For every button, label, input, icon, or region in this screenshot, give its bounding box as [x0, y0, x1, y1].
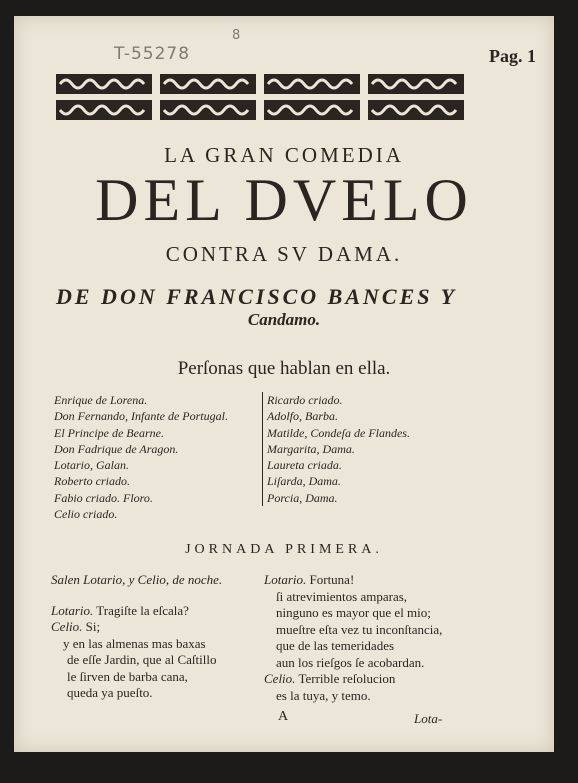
cast-item: El Principe de Bearne.	[54, 425, 164, 440]
printer-signature: A	[278, 709, 289, 724]
cast-item: Roberto criado.	[54, 474, 130, 489]
title-line-3: CONTRA SV DAMA.	[165, 242, 403, 266]
cast-item: Enrique de Lorena.	[54, 393, 148, 407]
author-line-2: Candamo.	[247, 310, 321, 329]
page-number: Pag. 1	[489, 46, 536, 66]
verse-line: Celio. Si;	[51, 619, 101, 634]
ornament-block	[160, 74, 256, 94]
verse-line: ninguno es mayor que el mio;	[276, 605, 431, 620]
title-line-2: DEL DVELO	[95, 167, 473, 233]
title-line-1: LA GRAN COMEDIA	[164, 143, 404, 167]
cast-item: Fabio criado. Floro.	[54, 490, 153, 505]
cast-item: Laureta criada.	[267, 458, 342, 473]
speaker-name: Lotario.	[264, 572, 307, 587]
cast-item: Ricardo criado.	[267, 393, 343, 407]
verse-line: Celio. Terrible reſolucion	[264, 671, 396, 686]
speaker-name: Celio.	[264, 671, 296, 686]
cast-heading: Perſonas que hablan en ella.	[177, 358, 391, 379]
verse-line: mueſtre eſta vez tu inconſtancia,	[276, 621, 443, 637]
shelfmark: T-55278	[114, 44, 191, 64]
verse-line: ſi atrevimientos amparas,	[276, 588, 408, 604]
shelfmark-superscript: 8	[232, 28, 241, 43]
cast-list-right	[262, 392, 410, 506]
author-line-1: DE DON FRANCISCO BANCES Y	[56, 284, 458, 309]
catchword: Lota-	[414, 711, 443, 726]
cast-list-left	[54, 392, 228, 522]
cast-item: Liſarda, Dama.	[267, 474, 341, 489]
cast-item: Don Fadrique de Aragon.	[54, 441, 179, 456]
verse-line: y en las almenas mas baxas	[63, 635, 206, 651]
text-column-right	[264, 572, 442, 704]
verse-line: es la tuya, y temo.	[276, 687, 371, 703]
verse-line: aun los rieſgos ſe acobardan.	[276, 654, 425, 670]
ornament-block	[264, 74, 360, 94]
verse-line: Lotario. Fortuna!	[264, 572, 355, 587]
document-page	[14, 16, 554, 752]
speaker-name: Lotario.	[51, 602, 94, 618]
cast-item: Margarita, Dama.	[267, 441, 355, 456]
act-heading: JORNADA PRIMERA.	[185, 542, 383, 557]
ornament-block	[368, 74, 464, 94]
verse-line: Lotario. Tragiſte la eſcala?	[51, 602, 189, 618]
text-column-left	[51, 572, 222, 702]
verse-line: que de las temeridades	[276, 638, 395, 653]
stage-direction: Salen Lotario, y Celio, de noche.	[51, 572, 223, 587]
cast-item: Porcia, Dama.	[267, 490, 338, 505]
cast-item: Celio criado.	[54, 507, 118, 522]
cast-item: Lotario, Galan.	[54, 458, 130, 473]
cast-item: Don Fernando, Infante de Portugal.	[54, 409, 228, 424]
verse-line: le ſirven de barba cana,	[67, 668, 188, 684]
verse-line: queda ya pueſto.	[67, 685, 153, 700]
verse-line: de eſſe Jardin, que al Caſtillo	[67, 652, 217, 667]
ornamental-border	[56, 72, 466, 124]
cast-item: Adolfo, Barba.	[267, 409, 338, 424]
ornament-block	[56, 74, 152, 94]
speaker-name: Celio.	[51, 619, 83, 634]
cast-item: Matilde, Condeſa de Flandes.	[267, 425, 410, 440]
